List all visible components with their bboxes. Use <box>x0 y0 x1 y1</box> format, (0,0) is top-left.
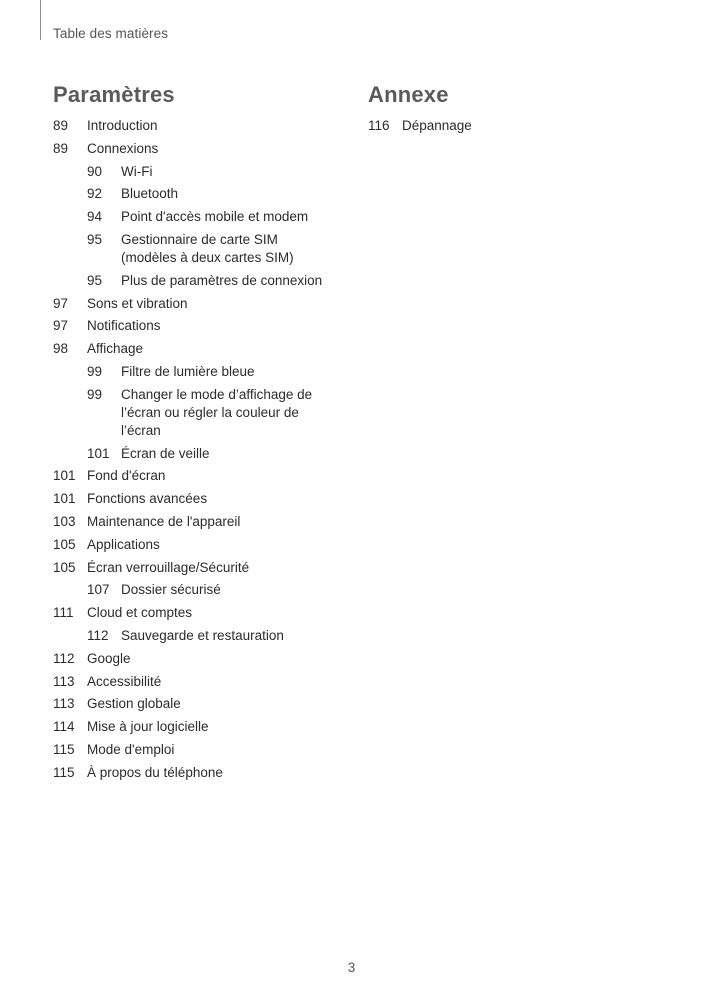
header-rule <box>40 0 41 40</box>
toc-entry[interactable] <box>53 536 353 554</box>
toc-page-number: 94 <box>87 209 103 225</box>
toc-entry-title: Changer le mode d’affichage de l’écran ou régler la couleur de l’écran <box>121 386 313 438</box>
toc-page-number: 95 <box>87 231 103 247</box>
toc-page-number: 99 <box>87 386 103 402</box>
toc-entry[interactable] <box>53 386 353 440</box>
toc-page-number: 113 <box>53 673 75 689</box>
toc-entry[interactable] <box>53 604 353 622</box>
toc-list <box>368 117 668 135</box>
toc-page-number: 115 <box>53 764 75 780</box>
toc-entry-title: Filtre de lumière bleue <box>121 363 255 379</box>
toc-page-number: 105 <box>53 559 76 575</box>
toc-entry-title: Fonctions avancées <box>87 491 208 507</box>
toc-entry-title: Affichage <box>87 341 144 357</box>
toc-page-number: 111 <box>53 605 74 621</box>
toc-entry[interactable] <box>53 163 353 181</box>
section-title: Paramètres <box>53 82 175 107</box>
toc-entry-title: Bluetooth <box>121 186 179 202</box>
toc-page-number: 116 <box>368 118 390 133</box>
toc-page-number: 101 <box>87 445 110 461</box>
toc-entry[interactable] <box>53 317 353 335</box>
toc-page-number: 98 <box>53 341 69 357</box>
toc-entry-title: Cloud et comptes <box>87 605 193 621</box>
toc-entry-title: Gestion globale <box>87 696 181 712</box>
toc-page-number: 113 <box>53 696 75 712</box>
toc-entry[interactable] <box>53 764 353 782</box>
toc-entry[interactable] <box>53 695 353 713</box>
toc-page-number: 89 <box>53 118 69 133</box>
toc-page-number: 97 <box>53 295 69 311</box>
toc-entry[interactable] <box>53 363 353 381</box>
toc-entry-title: Sons et vibration <box>87 295 188 311</box>
toc-entry-title: Dépannage <box>402 118 472 133</box>
toc-page-number: 90 <box>87 163 103 179</box>
toc-page-number: 97 <box>53 318 69 334</box>
toc-entry[interactable] <box>53 467 353 485</box>
toc-entry-title: Mise à jour logicielle <box>87 719 209 735</box>
toc-page-number: 89 <box>53 140 69 156</box>
toc-entry[interactable] <box>53 490 353 508</box>
toc-entry[interactable] <box>53 272 353 290</box>
page-number: 3 <box>347 960 356 975</box>
toc-entry-title: Applications <box>87 536 160 552</box>
toc-entry-title: Point d'accès mobile et modem <box>121 209 309 225</box>
toc-page-number: 107 <box>87 582 110 598</box>
toc-entry-title: Fond d'écran <box>87 468 166 484</box>
section-annexe <box>368 82 668 140</box>
toc-entry[interactable] <box>53 559 353 577</box>
toc-entry-title: Mode d'emploi <box>87 741 175 757</box>
toc-entry[interactable] <box>53 231 353 267</box>
toc-list <box>53 117 353 782</box>
toc-entry[interactable] <box>53 208 353 226</box>
section-parametres <box>53 82 353 787</box>
toc-entry-title: Plus de paramètres de connexion <box>121 272 323 288</box>
running-title: Table des matières <box>53 26 169 41</box>
toc-entry-title: Accessibilité <box>87 673 162 689</box>
toc-page-number: 101 <box>53 491 76 507</box>
toc-page-number: 115 <box>53 741 75 757</box>
toc-entry[interactable] <box>53 513 353 531</box>
toc-page-number: 112 <box>53 650 75 666</box>
section-title: Annexe <box>368 82 449 107</box>
toc-entry-title: Wi-Fi <box>121 163 153 179</box>
toc-entry-title: Sauvegarde et restauration <box>121 627 284 643</box>
toc-page-number: 105 <box>53 536 76 552</box>
toc-entry[interactable] <box>53 718 353 736</box>
toc-entry[interactable] <box>53 673 353 691</box>
toc-entry-title: Connexions <box>87 140 159 156</box>
toc-page-number: 114 <box>53 719 75 735</box>
toc-entry-title: Écran verrouillage/Sécurité <box>87 559 250 575</box>
toc-page-number: 101 <box>53 468 76 484</box>
toc-page-number: 92 <box>87 186 103 202</box>
toc-entry-title: Notifications <box>87 318 161 334</box>
toc-entry[interactable] <box>53 741 353 759</box>
toc-entry-title: Introduction <box>87 118 158 133</box>
toc-entry[interactable] <box>368 117 668 135</box>
toc-page-number: 103 <box>53 513 76 529</box>
toc-entry[interactable] <box>53 627 353 645</box>
toc-page-number: 99 <box>87 363 103 379</box>
toc-page-number: 112 <box>87 627 109 643</box>
toc-entry-title: Gestionnaire de carte SIM (modèles à deux cartes SIM) <box>121 231 294 265</box>
toc-entry-title: Écran de veille <box>121 445 210 461</box>
toc-entry-title: À propos du téléphone <box>87 764 223 780</box>
toc-entry[interactable] <box>53 445 353 463</box>
toc-entry-title: Dossier sécurisé <box>121 582 221 598</box>
toc-entry[interactable] <box>53 581 353 599</box>
toc-page-number: 95 <box>87 272 103 288</box>
toc-entry[interactable] <box>53 117 353 135</box>
toc-entry[interactable] <box>53 140 353 158</box>
toc-entry-title: Maintenance de l'appareil <box>87 513 241 529</box>
toc-entry[interactable] <box>53 650 353 668</box>
toc-entry[interactable] <box>53 340 353 358</box>
toc-entry-title: Google <box>87 650 131 666</box>
toc-entry[interactable] <box>53 185 353 203</box>
toc-entry[interactable] <box>53 295 353 313</box>
